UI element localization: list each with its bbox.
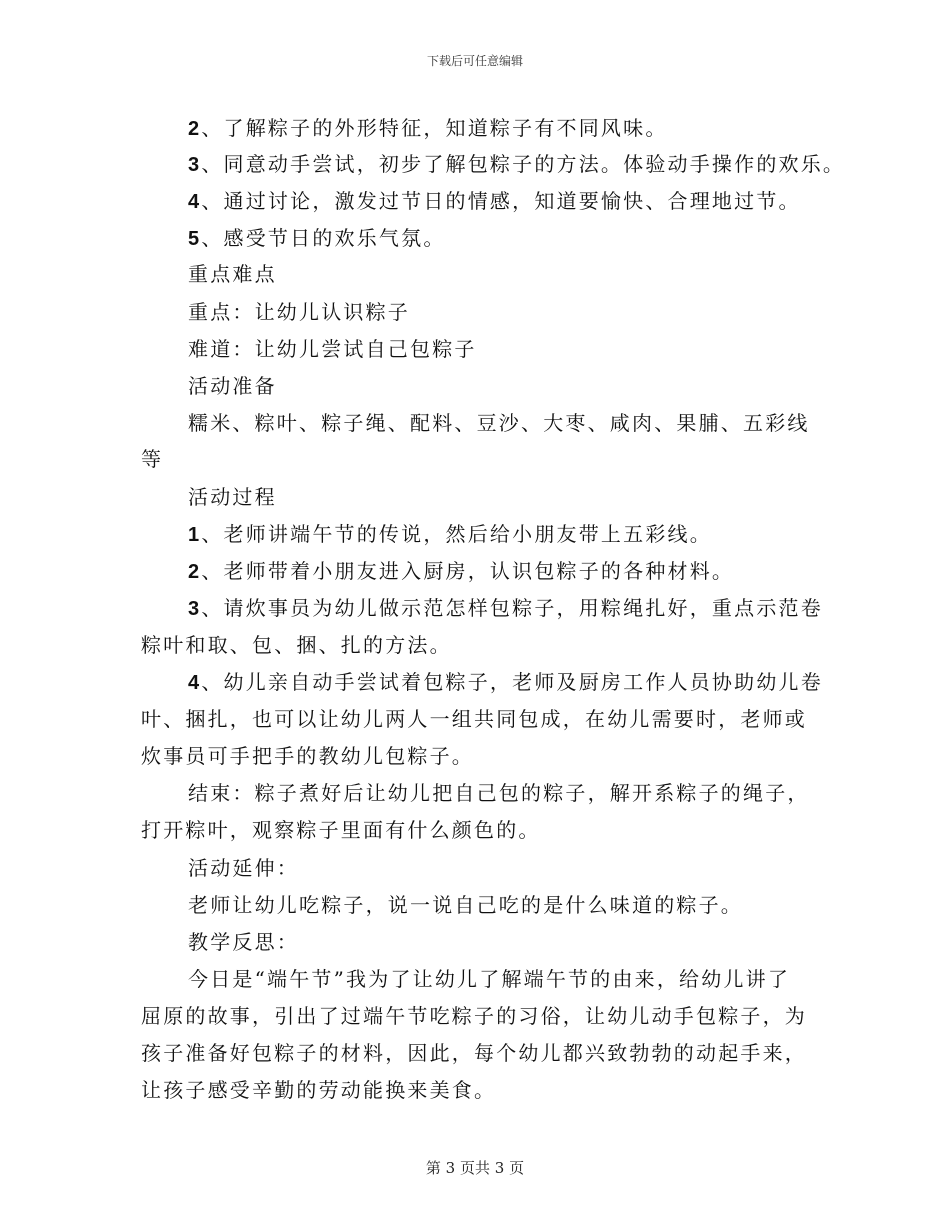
section-heading: 重点难点: [188, 262, 277, 286]
process-step-line: 1、老师讲端午节的传说，然后给小朋友带上五彩线。: [188, 522, 712, 546]
objective-line: 4、通过讨论，激发过节日的情感，知道要愉快、合理地过节。: [188, 189, 801, 213]
page-header: 下载后可任意编辑: [426, 54, 523, 68]
ending-line: 结束：粽子煮好后让幼儿把自己包的粽子，解开系粽子的绳子，: [188, 781, 810, 805]
materials-line: 等: [141, 447, 164, 471]
process-step-line: 炊事员可手把手的教幼儿包粽子。: [141, 744, 474, 768]
objective-line: 2、了解粽子的外形特征，知道粽子有不同风味。: [188, 116, 668, 140]
process-step-line: 叶、捆扎，也可以让幼儿两人一组共同包成，在幼儿需要时，老师或: [141, 707, 807, 731]
section-heading: 活动延伸：: [188, 856, 299, 880]
section-heading: 活动准备: [188, 374, 277, 398]
reflection-line: 孩子准备好包粽子的材料，因此，每个幼儿都兴致勃勃的动起手来，: [141, 1041, 807, 1065]
key-point-line: 重点：让幼儿认识粽子: [188, 300, 410, 324]
materials-line: 糯米、粽叶、粽子绳、配料、豆沙、大枣、咸肉、果脯、五彩线: [188, 411, 810, 435]
section-heading: 教学反思：: [188, 930, 299, 954]
reflection-line: 今日是“端午节”我为了让幼儿了解端午节的由来，给幼儿讲了: [188, 967, 791, 991]
page-footer: 第 3 页共 3 页: [425, 1159, 525, 1177]
extension-line: 老师让幼儿吃粽子，说一说自己吃的是什么味道的粽子。: [188, 893, 743, 917]
reflection-line: 让孩子感受辛勤的劳动能换来美食。: [141, 1078, 497, 1102]
process-step-line: 3、请炊事员为幼儿做示范怎样包粽子，用粽绳扎好，重点示范卷: [188, 596, 823, 620]
objective-line: 3、同意动手尝试，初步了解包粽子的方法。体验动手操作的欢乐。: [188, 152, 846, 176]
process-step-line: 粽叶和取、包、捆、扎的方法。: [141, 633, 452, 657]
process-step-line: 4、幼儿亲自动手尝试着包粽子，老师及厨房工作人员协助幼儿卷: [188, 670, 823, 694]
difficulty-line: 难道：让幼儿尝试自己包粽子: [188, 337, 477, 361]
objective-line: 5、感受节日的欢乐气氛。: [188, 226, 446, 250]
reflection-line: 屈原的故事，引出了过端午节吃粽子的习俗，让幼儿动手包粽子，为: [141, 1004, 807, 1028]
section-heading: 活动过程: [188, 485, 277, 509]
process-step-line: 2、老师带着小朋友进入厨房，认识包粽子的各种材料。: [188, 559, 735, 583]
ending-line: 打开粽叶，观察粽子里面有什么颜色的。: [141, 818, 541, 842]
